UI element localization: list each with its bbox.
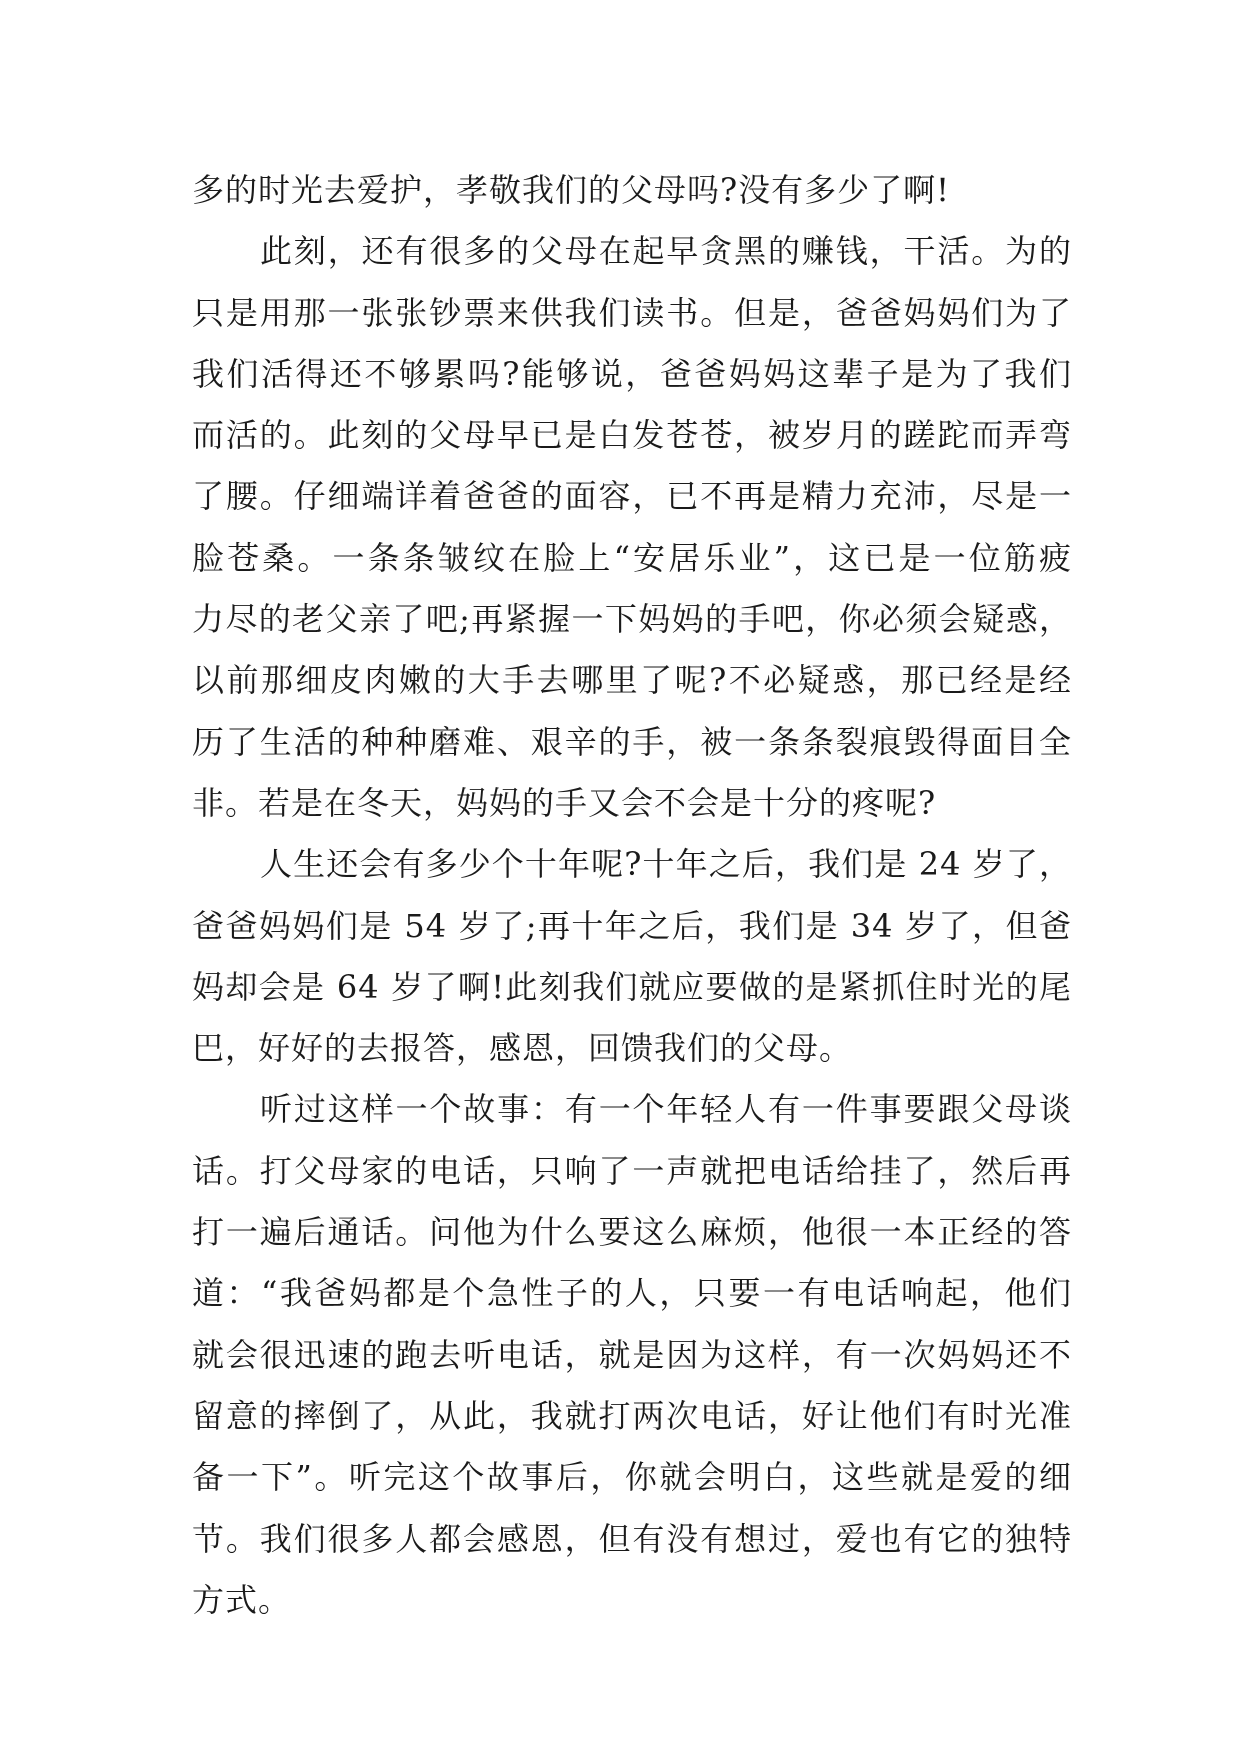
text-line: 而活的。此刻的父母早已是白发苍苍，被岁月的蹉跎而弄弯 (192, 416, 1072, 455)
text-line: 备一下”。听完这个故事后，你就会明白，这些就是爱的细 (192, 1458, 1072, 1497)
text-line: 历了生活的种种磨难、艰辛的手，被一条条裂痕毁得面目全 (192, 722, 1072, 761)
text-line: 了腰。仔细端详着爸爸的面容，已不再是精力充沛，尽是一 (192, 477, 1072, 516)
text-line: 此刻，还有很多的父母在起早贪黑的赚钱，干活。为的 (260, 232, 1072, 271)
text-line: 以前那细皮肉嫩的大手去哪里了呢?不必疑惑，那已经是经 (192, 661, 1072, 700)
text-line: 脸苍桑。一条条皱纹在脸上“安居乐业”，这已是一位筋疲 (192, 538, 1072, 577)
text-line: 听过这样一个故事：有一个年轻人有一件事要跟父母谈 (260, 1090, 1072, 1129)
text-line: 打一遍后通话。问他为什么要这么麻烦，他很一本正经的答 (192, 1213, 1072, 1252)
text-line: 巴，好好的去报答，感恩，回馈我们的父母。 (192, 1029, 853, 1068)
text-line: 道：“我爸妈都是个急性子的人，只要一有电话响起，他们 (192, 1274, 1072, 1313)
document-body (192, 160, 1072, 1631)
text-line: 就会很迅速的跑去听电话，就是因为这样，有一次妈妈还不 (192, 1335, 1072, 1374)
text-line: 多的时光去爱护，孝敬我们的父母吗?没有多少了啊! (192, 171, 951, 209)
text-line: 我们活得还不够累吗?能够说，爸爸妈妈这辈子是为了我们 (192, 354, 1072, 393)
text-line: 非。若是在冬天，妈妈的手又会不会是十分的疼呢? (192, 783, 937, 822)
text-line: 只是用那一张张钞票来供我们读书。但是，爸爸妈妈们为了 (192, 293, 1072, 332)
text-line: 方式。 (192, 1580, 292, 1619)
text-line: 话。打父母家的电话，只响了一声就把电话给挂了，然后再 (192, 1151, 1072, 1190)
text-line: 节。我们很多人都会感恩，但有没有想过，爱也有它的独特 (192, 1519, 1072, 1558)
text-line: 爸爸妈妈们是 54 岁了;再十年之后，我们是 34 岁了，但爸 (192, 906, 1072, 945)
text-line: 留意的摔倒了，从此，我就打两次电话，好让他们有时光准 (192, 1396, 1072, 1435)
text-line: 妈却会是 64 岁了啊!此刻我们就应要做的是紧抓住时光的尾 (192, 967, 1072, 1006)
text-line: 力尽的老父亲了吧;再紧握一下妈妈的手吧，你必须会疑惑， (192, 600, 1072, 639)
text-line: 人生还会有多少个十年呢?十年之后，我们是 24 岁了， (260, 845, 1072, 884)
